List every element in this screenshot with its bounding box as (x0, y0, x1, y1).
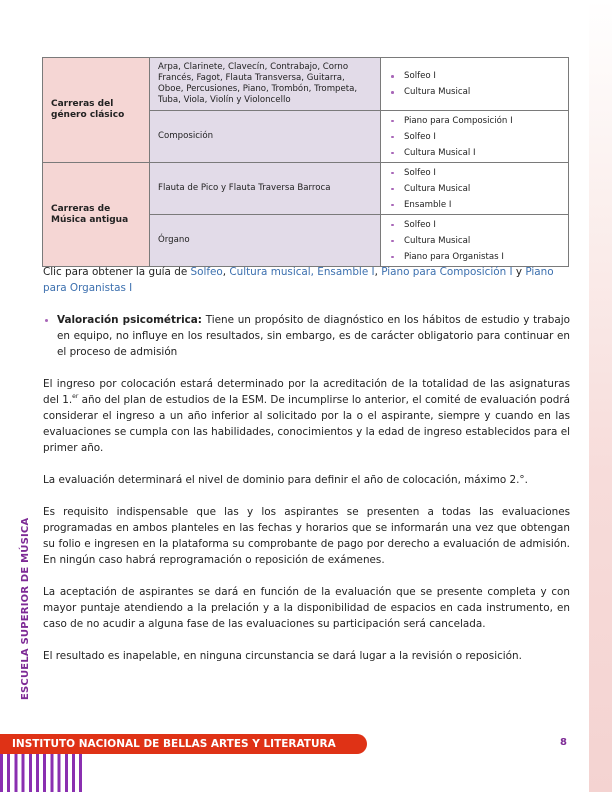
placement-text: El ingreso por colocación estará determinado por la acreditación de la totalidad de las asignaturas del 1. (43, 378, 570, 406)
acceptance-paragraph: La aceptación de aspirantes se dará en función de la evaluación que se presente completa y con mayor puntaje atendiendo a la prelación y a la disponibilidad de espacios en cada instrumento, en caso de no acudir a alguna fase de las evaluaciones su participación será cancelada. (43, 586, 570, 630)
program-cell: Órgano (150, 215, 381, 267)
table-row (43, 58, 569, 111)
subject-item: Solfeo I (389, 68, 560, 84)
subject-item: Piano para Organistas I (389, 249, 560, 265)
link-piano-composicion[interactable]: Piano para Composición I (381, 266, 513, 278)
separator: , (222, 266, 230, 278)
program-cell: Flauta de Pico y Flauta Traversa Barroca (150, 163, 381, 215)
table-row (43, 163, 569, 215)
subject-item: Ensamble I (389, 197, 560, 213)
ordinal-superscript: er (72, 393, 79, 400)
subjects-cell (381, 111, 569, 163)
subject-item: Solfeo I (389, 165, 560, 181)
subject-item: Solfeo I (389, 129, 560, 145)
program-cell: Arpa, Clarinete, Clavecín, Contrabajo, Corno Francés, Fagot, Flauta Transversa, Guitarra, Oboe, Percusiones, Piano, Trombón, Trompeta, Tuba, Viola, Violín y Violoncello (150, 58, 381, 111)
footer-bar (0, 734, 367, 754)
conjunction: y (512, 266, 526, 278)
requirement-paragraph: Es requisito indispensable que las y los aspirantes se presenten a todas las evaluaciones programadas en ambos planteles en las fechas y horarios que se informarán una vez que obtengan su folio e ingresen en la plataforma su comprobante de pago por derecho a evaluación de admisión. En ningún caso habrá reprogramación o reposición de exámenes. (43, 506, 570, 566)
institute-name: INSTITUTO NACIONAL DE BELLAS ARTES Y LITERATURA (12, 738, 336, 750)
link-cultura-musical-ensamble[interactable]: Cultura musical, Ensamble I (229, 266, 375, 278)
decorative-side-strip (589, 0, 612, 792)
placement-paragraph (43, 376, 570, 456)
result-paragraph: El resultado es inapelable, en ninguna circunstancia se dará lugar a la revisión o reposición. (43, 650, 522, 662)
link-piano-organistas[interactable]: Piano para Organistas I (43, 266, 554, 294)
subject-item: Cultura Musical (389, 84, 560, 100)
level-paragraph: La evaluación determinará el nivel de dominio para definir el año de colocación, máximo 2.°. (43, 474, 528, 486)
psychometric-text: Tiene un propósito de diagnóstico en los hábitos de estudio y trabajo en equipo, no influye en los resultados, sin embargo, es de carácter obligatorio para continuar en el proceso de admisión (57, 314, 571, 358)
school-side-label: ESCUELA SUPERIOR DE MÚSICA (20, 517, 31, 700)
careers-table (42, 57, 569, 267)
subject-item: Cultura Musical I (389, 145, 560, 161)
separator: , (374, 266, 382, 278)
psychometric-title: Valoración psicométrica: (57, 314, 202, 326)
subject-item: Solfeo I (389, 217, 560, 233)
subjects-cell (381, 163, 569, 215)
placement-text-cont: año del plan de estudios de la ESM. De incumplirse lo anterior, el comité de evaluación podrá considerar el ingreso a un año inferior al solicitado por la o el aspirante, siempre y cuando en las evaluaciones se cumpla con las habilidades, conocimientos y la edad de ingreso establecidos para el primer año. (43, 394, 570, 454)
page-number: 8 (560, 737, 567, 748)
psychometric-item (43, 312, 570, 360)
category-cell: Carreras de Música antigua (43, 163, 150, 267)
guides-prefix: Clic para obtener la guía de (43, 266, 191, 278)
guides-paragraph (43, 264, 570, 296)
subjects-cell (381, 58, 569, 111)
category-cell: Carreras del género clásico (43, 58, 150, 163)
subject-item: Piano para Composición I (389, 113, 560, 129)
link-solfeo[interactable]: Solfeo (190, 266, 223, 278)
program-cell: Composición (150, 111, 381, 163)
subject-item: Cultura Musical (389, 181, 560, 197)
decorative-stripes (0, 754, 86, 792)
subject-item: Cultura Musical (389, 233, 560, 249)
subjects-cell (381, 215, 569, 267)
bullet-icon (45, 319, 48, 322)
